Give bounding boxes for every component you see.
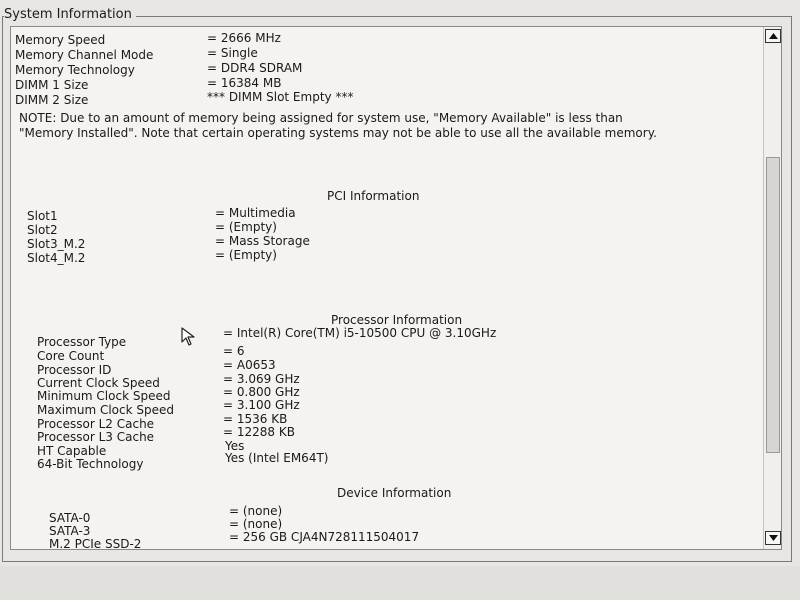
pci-heading: PCI Information	[327, 189, 420, 203]
processor-id-value: = A0653	[223, 358, 276, 372]
minimum-clock-speed-label: Minimum Clock Speed	[37, 389, 171, 403]
memory-technology-label: Memory Technology	[15, 63, 135, 77]
maximum-clock-speed-value: = 3.100 GHz	[223, 398, 300, 412]
scroll-down-button[interactable]	[765, 531, 781, 545]
current-clock-speed-label: Current Clock Speed	[37, 376, 160, 390]
ht-capable-value: Yes	[225, 439, 245, 453]
sata3-value: = (none)	[229, 517, 283, 531]
processor-l3-cache-label: Processor L3 Cache	[37, 430, 155, 444]
scroll-thumb[interactable]	[766, 157, 780, 453]
memory-technology-value: = DDR4 SDRAM	[207, 61, 303, 75]
processor-id-label: Processor ID	[37, 363, 112, 377]
memory-channel-mode-value: = Single	[207, 46, 258, 60]
slot1-value: = Multimedia	[215, 206, 296, 220]
triangle-up-icon	[769, 33, 778, 39]
sata0-value: = (none)	[229, 504, 283, 518]
slot3-m2-value: = Mass Storage	[215, 234, 310, 248]
core-count-value: = 6	[223, 344, 245, 358]
slot2-value: = (Empty)	[215, 220, 277, 234]
slot4-m2-value: = (Empty)	[215, 248, 277, 262]
device-heading: Device Information	[337, 486, 452, 500]
memory-speed-label: Memory Speed	[15, 33, 106, 47]
slot3-m2-label: Slot3_M.2	[27, 237, 86, 251]
scroll-up-button[interactable]	[765, 29, 781, 43]
slot2-label: Slot2	[27, 223, 58, 237]
information-content	[11, 27, 761, 550]
ht-capable-label: HT Capable	[37, 444, 107, 458]
bottom-strip	[0, 566, 800, 600]
dimm1-size-value: = 16384 MB	[207, 76, 282, 90]
core-count-label: Core Count	[37, 349, 105, 363]
memory-note: NOTE: Due to an amount of memory being assigned for system use, "Memory Available" is less than "Memory Installed". Note that certain operating systems may not be able to use all the available memory.	[19, 111, 657, 140]
processor-type-label: Processor Type	[37, 335, 127, 349]
m2-pcie-ssd2-value: = 256 GB CJA4N728111504017	[229, 530, 420, 544]
mouse-pointer-icon	[181, 327, 197, 347]
minimum-clock-speed-value: = 0.800 GHz	[223, 385, 300, 399]
current-clock-speed-value: = 3.069 GHz	[223, 372, 300, 386]
vertical-scrollbar[interactable]	[763, 27, 781, 549]
dimm2-size-label: DIMM 2 Size	[15, 93, 89, 107]
memory-channel-mode-label: Memory Channel Mode	[15, 48, 154, 62]
processor-l2-cache-label: Processor L2 Cache	[37, 417, 155, 431]
group-title: System Information	[4, 7, 136, 22]
sata0-label: SATA-0	[49, 511, 91, 525]
64bit-technology-value: Yes (Intel EM64T)	[225, 451, 329, 465]
m2-pcie-ssd2-label: M.2 PCIe SSD-2	[49, 537, 142, 550]
slot1-label: Slot1	[27, 209, 58, 223]
memory-speed-value: = 2666 MHz	[207, 31, 281, 45]
processor-type-value: = Intel(R) Core(TM) i5-10500 CPU @ 3.10GHz	[223, 326, 497, 340]
maximum-clock-speed-label: Maximum Clock Speed	[37, 403, 174, 417]
sata3-label: SATA-3	[49, 524, 91, 538]
processor-heading: Processor Information	[331, 313, 463, 327]
slot4-m2-label: Slot4_M.2	[27, 251, 86, 265]
information-panel[interactable]	[10, 26, 782, 550]
processor-l2-cache-value: = 1536 KB	[223, 412, 288, 426]
dimm1-size-label: DIMM 1 Size	[15, 78, 89, 92]
dimm2-size-value: *** DIMM Slot Empty ***	[207, 90, 354, 104]
64bit-technology-label: 64-Bit Technology	[37, 457, 144, 471]
triangle-down-icon	[769, 535, 778, 541]
processor-l3-cache-value: = 12288 KB	[223, 425, 295, 439]
